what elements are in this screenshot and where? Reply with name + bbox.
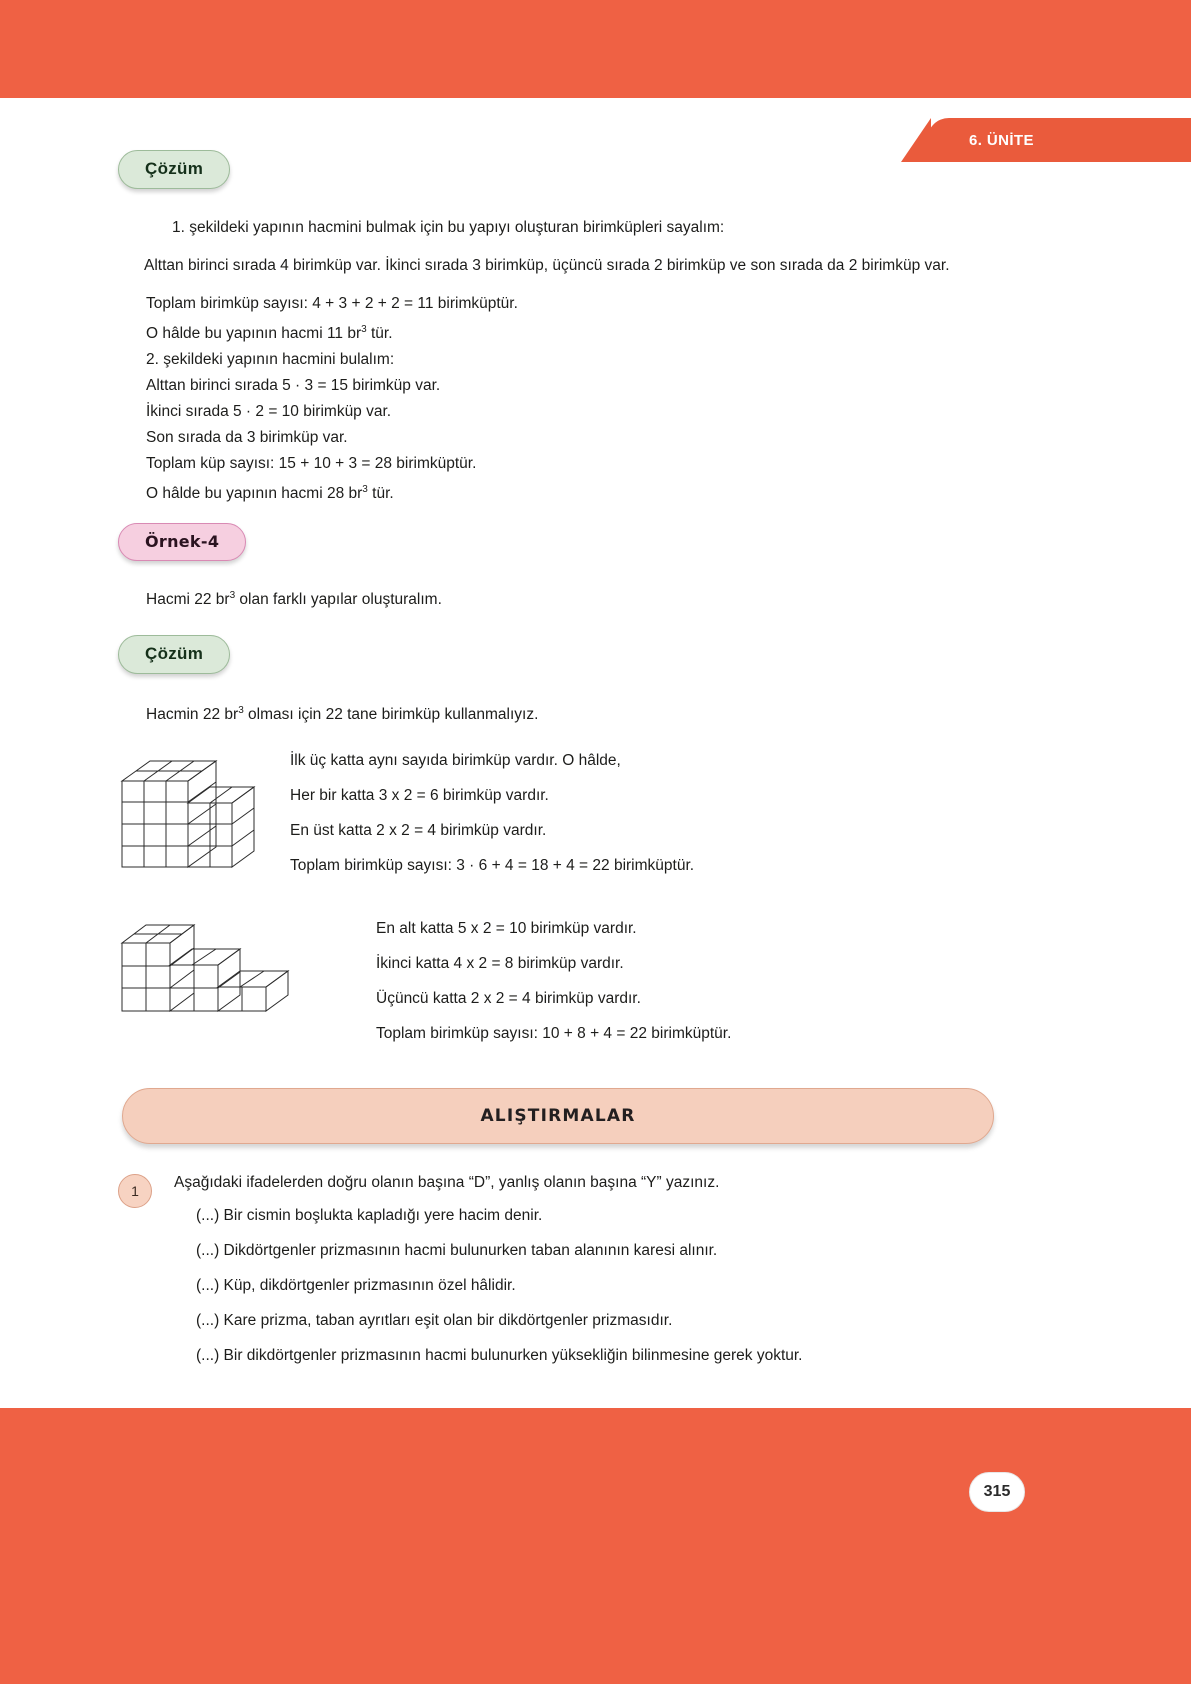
figure-b-text (340, 909, 998, 1044)
figure-a-line-3: En üst katta 2 x 2 = 4 birimküp vardır. (290, 821, 547, 839)
figure-a-line-4: Toplam birimküp sayısı: 3 · 6 + 4 = 18 + 4 = 22 birimküptür. (290, 856, 695, 874)
page-number-text: 315 (983, 1483, 1011, 1500)
solution-1-block (118, 215, 998, 507)
solution-2-intro-exponent: 3 (238, 705, 244, 717)
figure-a-line-1: İlk üç katta aynı sayıda birimküp vardır. O hâlde, (290, 751, 621, 769)
exercise-1-question: Aşağıdaki ifadelerden doğru olanın başına “D”, yanlış olanın başına “Y” yazınız. (174, 1173, 720, 1191)
exercises-banner (122, 1088, 994, 1144)
exercises-banner-title: ALIŞTIRMALAR (480, 1105, 636, 1126)
cube-structure-a (118, 745, 268, 879)
figure-a-line-2: Her bir katta 3 x 2 = 6 birimküp vardır. (290, 786, 549, 804)
solution-1-line-volume-11 (118, 317, 998, 347)
volume-11-prefix: O hâlde bu yapının hacmi 11 br (146, 325, 362, 343)
solution-1-line-row1: Alttan birinci sırada 5 · 3 = 15 birimküp var. (146, 377, 441, 395)
cube-structure-a-drawing (118, 749, 268, 879)
example-4-statement (118, 583, 998, 613)
cozum-badge-2 (118, 635, 998, 674)
ornek-4-badge (118, 523, 998, 561)
volume-11-suffix: tür. (366, 325, 393, 343)
cube-structure-b (118, 909, 318, 1028)
figure-a-row (118, 745, 998, 879)
solution-1-line-total-2: Toplam küp sayısı: 15 + 10 + 3 = 28 birimküptür. (146, 455, 477, 473)
exercise-item-1 (118, 1172, 998, 1376)
solution-1-line-total-1: Toplam birimküp sayısı: 4 + 3 + 2 + 2 = 11 birimküptür. (146, 295, 518, 312)
cozum-badge-2-label: Çözüm (118, 635, 230, 674)
figure-b-line-4: Toplam birimküp sayısı: 10 + 8 + 4 = 22 birimküptür. (376, 1024, 732, 1042)
cube-structure-b-drawing (118, 913, 318, 1028)
volume-11-exponent: 3 (361, 324, 367, 335)
unit-tab (927, 118, 1191, 162)
exercise-1-body (174, 1172, 998, 1376)
exercise-1-statement-4: (...) Kare prizma, taban ayrıtları eşit olan bir dikdörtgenler prizmasıdır. (196, 1311, 673, 1329)
figure-b-line-1: En alt katta 5 x 2 = 10 birimküp vardır. (376, 919, 637, 937)
exercise-1-statement-2: (...) Dikdörtgenler prizmasının hacmi bulunurken taban alanının karesi alınır. (196, 1241, 718, 1259)
figure-b-line-2: İkinci katta 4 x 2 = 8 birimküp vardır. (376, 954, 624, 972)
example-4-exponent: 3 (229, 590, 236, 602)
cozum-badge-1 (118, 150, 998, 189)
figure-b-line-3: Üçüncü katta 2 x 2 = 4 birimküp vardır. (376, 989, 641, 1007)
unit-label: 6. ÜNİTE (969, 131, 1034, 149)
exercise-1-statement-5: (...) Bir dikdörtgenler prizmasının hacmi bulunurken yüksekliğin bilinmesine gerek yoktur. (196, 1346, 803, 1364)
exercise-1-statement-1: (...) Bir cismin boşlukta kapladığı yere hacim denir. (196, 1206, 543, 1224)
example-4-prefix: Hacmi 22 br (146, 591, 230, 609)
solution-1-line-row2: İkinci sırada 5 · 2 = 10 birimküp var. (146, 403, 392, 421)
solution-1-paragraph: Alttan birinci sırada 4 birimküp var. İkinci sırada 3 birimküp, üçüncü sırada 2 birimküp ve son sırada da 2 birimküp var. (144, 257, 950, 274)
figure-a-text (290, 745, 998, 876)
solution-1-line-volume-28 (118, 477, 998, 507)
ornek-4-badge-label: Örnek-4 (118, 523, 246, 561)
solution-1-intro: 1. şekildeki yapının hacmini bulmak için bu yapıyı oluşturan birimküpleri sayalım: (172, 219, 725, 236)
volume-28-exponent: 3 (362, 484, 368, 496)
solution-2-intro-suffix: olması için 22 tane birimküp kullanmalıyız. (243, 706, 539, 724)
solution-1-line-row3: Son sırada da 3 birimküp var. (146, 429, 348, 447)
solution-1-line-fig2-intro: 2. şekildeki yapının hacmini bulalım: (146, 351, 395, 369)
example-4-suffix: olan farklı yapılar oluşturalım. (235, 591, 442, 609)
exercise-1-number: 1 (118, 1174, 152, 1208)
page-content (118, 150, 998, 1376)
solution-2-intro-prefix: Hacmin 22 br (146, 706, 239, 724)
solution-2-intro (118, 698, 998, 728)
exercise-1-statement-3: (...) Küp, dikdörtgenler prizmasının özel hâlidir. (196, 1276, 516, 1294)
page-number-badge (969, 1472, 1025, 1512)
figure-b-row (118, 909, 998, 1044)
volume-28-prefix: O hâlde bu yapının hacmi 28 br (146, 485, 363, 503)
volume-28-suffix: tür. (367, 485, 394, 503)
cozum-badge-1-label: Çözüm (118, 150, 230, 189)
